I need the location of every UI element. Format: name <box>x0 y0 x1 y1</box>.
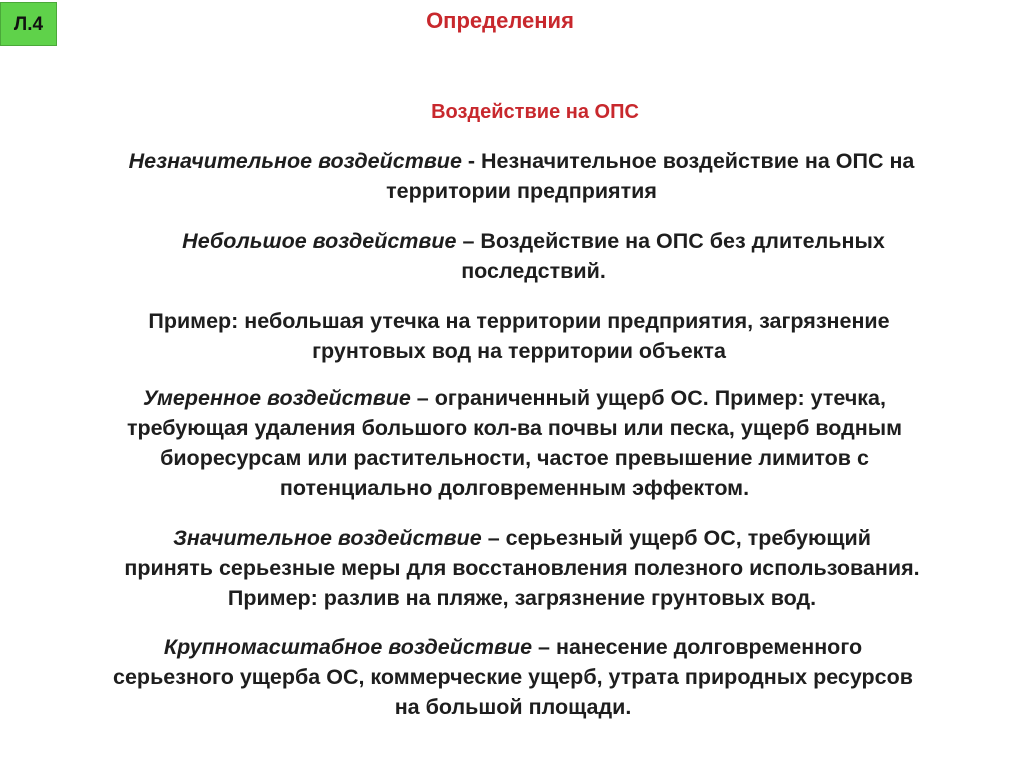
definition-line: потенциально долговременным эффектом. <box>279 476 750 500</box>
definition-term: Крупномасштабное воздействие <box>163 635 533 659</box>
definition-line: на большой площади. <box>394 695 632 719</box>
definition-line: Воздействие на ОПС без длительных <box>480 229 885 253</box>
definition-separator: – <box>481 526 506 550</box>
definition-line: биоресурсам или растительности, частое превышение лимитов с <box>160 446 869 470</box>
slide-number-badge: Л.4 <box>0 2 57 46</box>
example-line: Пример: небольшая утечка на территории предприятия, загрязнение <box>148 309 890 333</box>
section-subtitle: Воздействие на ОПС <box>431 101 639 123</box>
example-minor <box>0 306 1024 366</box>
definition-significant <box>0 523 1024 613</box>
definition-line: принять серьезные меры для восстановления полезного использования. <box>124 556 920 580</box>
definition-minor <box>0 226 1024 286</box>
definition-line: серьезный ущерб ОС, требующий <box>505 526 871 550</box>
definition-insignificant <box>0 146 1024 206</box>
example-line: грунтовых вод на территории объекта <box>312 339 726 363</box>
definition-line: территории предприятия <box>386 179 657 203</box>
definition-term: Значительное воздействие <box>173 526 482 550</box>
page-title: Определения <box>426 8 574 33</box>
definition-term: Небольшое воздействие <box>182 229 457 253</box>
definition-separator: - <box>461 149 482 173</box>
definition-term: Умеренное воздействие <box>143 386 411 410</box>
definition-line: нанесение долговременного <box>555 635 863 659</box>
definition-line: Незначительное воздействие на ОПС на <box>481 149 915 173</box>
definition-moderate <box>0 383 1024 503</box>
definition-separator: – <box>532 635 556 659</box>
definition-large-scale <box>0 632 1024 722</box>
definition-line: Пример: разлив на пляже, загрязнение грунтовых вод. <box>227 586 817 610</box>
definition-separator: – <box>456 229 481 253</box>
definition-line: требующая удаления большого кол-ва почвы или песка, ущерб водным <box>126 416 903 440</box>
definition-line: ограниченный ущерб ОС. Пример: утечка, <box>434 386 886 410</box>
definition-separator: – <box>410 386 435 410</box>
definition-term: Незначительное воздействие <box>128 149 462 173</box>
definition-line: последствий. <box>461 259 606 283</box>
definition-line: серьезного ущерба ОС, коммерческие ущерб, утрата природных ресурсов <box>113 665 913 689</box>
